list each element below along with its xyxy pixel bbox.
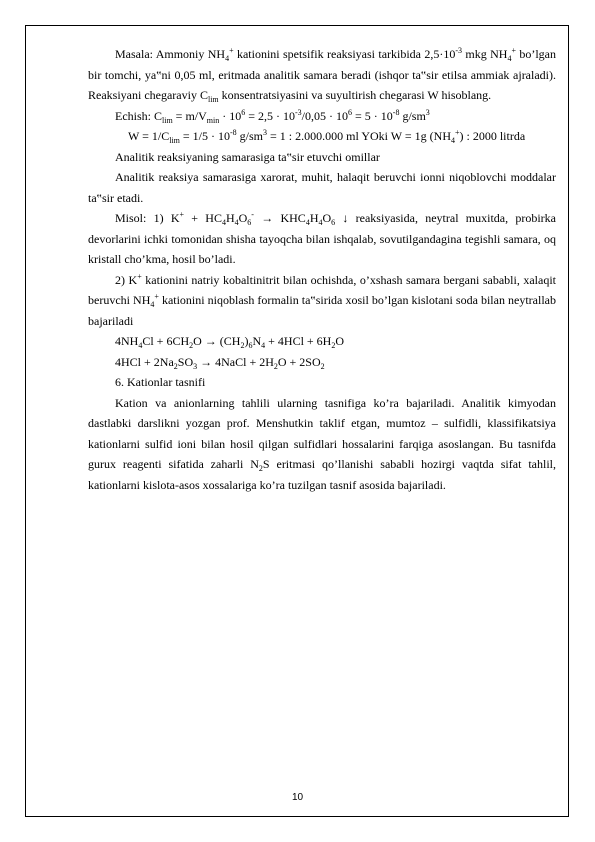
text-run: /0,05 · 10: [301, 108, 349, 123]
text-run: O: [322, 211, 332, 225]
text-run: O → (CH: [193, 334, 241, 348]
text-run: 6. Kationlar tasnifi: [115, 375, 206, 389]
subscript: 6: [248, 341, 253, 350]
text-run: Misol: 1) K: [115, 211, 180, 225]
text-run: ): [244, 334, 249, 348]
superscript: +: [229, 46, 234, 55]
text-run: S eritmasi qo’llanishi sababli hozirgi vaqtda sifat tahlil, kationlarni kislota-asos xossalariga ko’ra tuzilgan tasnif asosida bajariladi.: [88, 457, 556, 492]
subscript: 4: [305, 218, 310, 227]
subscript: 4: [221, 218, 226, 227]
subscript: 4: [507, 54, 512, 63]
superscript: -8: [392, 107, 400, 117]
text-run: = 1 : 2.000.000 ml YOki W = 1g (NH: [267, 129, 451, 143]
paragraph-solution-w: [88, 126, 556, 147]
subscript: 4: [150, 300, 155, 309]
paragraph-factors-heading: [88, 147, 556, 168]
text-run: SO: [177, 354, 194, 369]
paragraph-example-1: [88, 208, 556, 270]
text-run: Analitik reaksiyaning samarasiga ta‟sir etuvchi omillar: [115, 149, 380, 164]
text-run: ↓ reaksiyasida, neytral muxitda, probirka devorlarini ichki tomonidan shisha tayoqcha bilan ishqalab, sovutilgandagina tegishli samara, oq kristall cho’kma, hosil bo’ladi.: [88, 211, 556, 266]
equation-1: [88, 331, 556, 352]
superscript: +: [455, 128, 460, 137]
subscript: 2: [273, 361, 278, 371]
text-run: mkg NH: [462, 47, 508, 61]
text-run: H: [225, 211, 235, 225]
text-run: = m/V: [172, 108, 207, 123]
text-run: kationini spetsifik reaksiyasi tarkibida 2,5·10: [233, 47, 456, 61]
section-heading-cation-classification: [88, 372, 556, 393]
text-run: g/sm: [399, 108, 426, 123]
paragraph-solution-clim: [88, 106, 556, 127]
subscript: 6: [247, 218, 252, 227]
subscript: 2: [320, 361, 325, 371]
text-run: konsentratsiyasini va suyultirish chegarasi W hisoblang.: [218, 88, 492, 102]
subscript: lim: [162, 115, 173, 125]
paragraph-example-2: [88, 270, 556, 332]
superscript: 3: [263, 128, 268, 137]
superscript: -3: [295, 107, 302, 117]
paragraph-factors-text: [88, 167, 556, 208]
text-run: → KHC: [253, 211, 306, 225]
subscript: 2: [258, 464, 263, 473]
text-run: 2) K: [115, 272, 138, 287]
equation-2: [88, 352, 556, 373]
text-run: Echish: C: [115, 108, 162, 123]
text-run: = 2,5 · 10: [245, 108, 295, 123]
text-run: 4NH: [115, 334, 139, 348]
text-run: g/sm: [236, 129, 264, 143]
subscript: 4: [451, 136, 455, 145]
text-run: · 10: [219, 108, 242, 123]
text-run: O + 2SO: [277, 354, 321, 369]
text-run: → 4NaCl + 2H: [197, 354, 274, 369]
text-run: ) : 2000 litrda: [459, 129, 526, 143]
superscript: -8: [230, 128, 237, 137]
text-run: Cl + 6CH: [142, 334, 190, 348]
subscript: 4: [234, 218, 239, 227]
superscript: -3: [455, 46, 463, 55]
subscript: 2: [173, 361, 178, 371]
subscript: 2: [240, 341, 245, 350]
paragraph-problem: [88, 44, 556, 106]
text-run: + 4HCl + 6H: [265, 334, 332, 348]
superscript: +: [511, 46, 516, 55]
subscript: 4: [261, 341, 266, 350]
text-run: Kation va anionlarning tahlili ularning tasnifiga ko’ra bajariladi. Analitik kimyodan dastlabki darslikni yozgan prof. Menshutkin taklif etgan, mumtoz – sulfidli, klassifikatsiya kationlarni sulfid ioni bilan hosil qilgan sulfidlari hossalarini farqiga asoslangan. Bu tasnifda gurux reagenti sifatida zaharli N: [88, 395, 556, 471]
subscript: 2: [331, 341, 336, 350]
text-run: H: [309, 211, 319, 225]
superscript: -: [251, 210, 254, 219]
superscript: +: [179, 210, 185, 219]
subscript: 3: [193, 361, 198, 371]
text-run: O: [335, 334, 345, 348]
page-number: 10: [291, 792, 304, 803]
subscript: min: [206, 115, 220, 125]
superscript: 3: [425, 107, 430, 117]
text-run: = 5 · 10: [352, 108, 393, 123]
subscript: lim: [169, 136, 180, 145]
text-run: O: [238, 211, 248, 225]
subscript: 6: [331, 218, 336, 227]
subscript: 2: [189, 341, 194, 350]
superscript: +: [154, 292, 159, 301]
text-run: W = 1/C: [128, 129, 170, 143]
superscript: 6: [348, 107, 353, 117]
text-run: 4HCl + 2Na: [115, 354, 174, 369]
text-run: Masala: Ammoniy NH: [115, 47, 226, 61]
paragraph-classification: [88, 393, 556, 496]
subscript: 4: [318, 218, 323, 227]
text-run: kationini natriy kobaltinitrit bilan ochishda, o’xshash samara bergani sababli, xalaqit beruvchi NH: [88, 272, 557, 307]
subscript: 4: [225, 54, 230, 63]
document-body: [88, 44, 556, 495]
text-run: kationini niqoblash formalin ta‟sirida xosil bo’lgan kislotani soda bilan neytrallab bajariladi: [88, 293, 556, 328]
superscript: 6: [241, 107, 246, 117]
text-run: Analitik reaksiya samarasiga xarorat, muhit, halaqit beruvchi ionni niqoblovchi moddalar ta‟sir etadi.: [88, 170, 556, 205]
subscript: lim: [207, 95, 219, 104]
text-run: + HC: [184, 211, 222, 225]
text-run: N: [252, 334, 262, 348]
text-run: = 1/5 · 10: [179, 129, 230, 143]
text-run: bo’lgan bir tomchi, ya‟ni 0,05 ml, eritmada analitik samara beradi (ishqor ta‟sir etilsa ammiak ajraladi). Reaksiyani chegaraviy C: [88, 47, 556, 102]
superscript: +: [137, 271, 142, 281]
subscript: 4: [138, 341, 143, 350]
